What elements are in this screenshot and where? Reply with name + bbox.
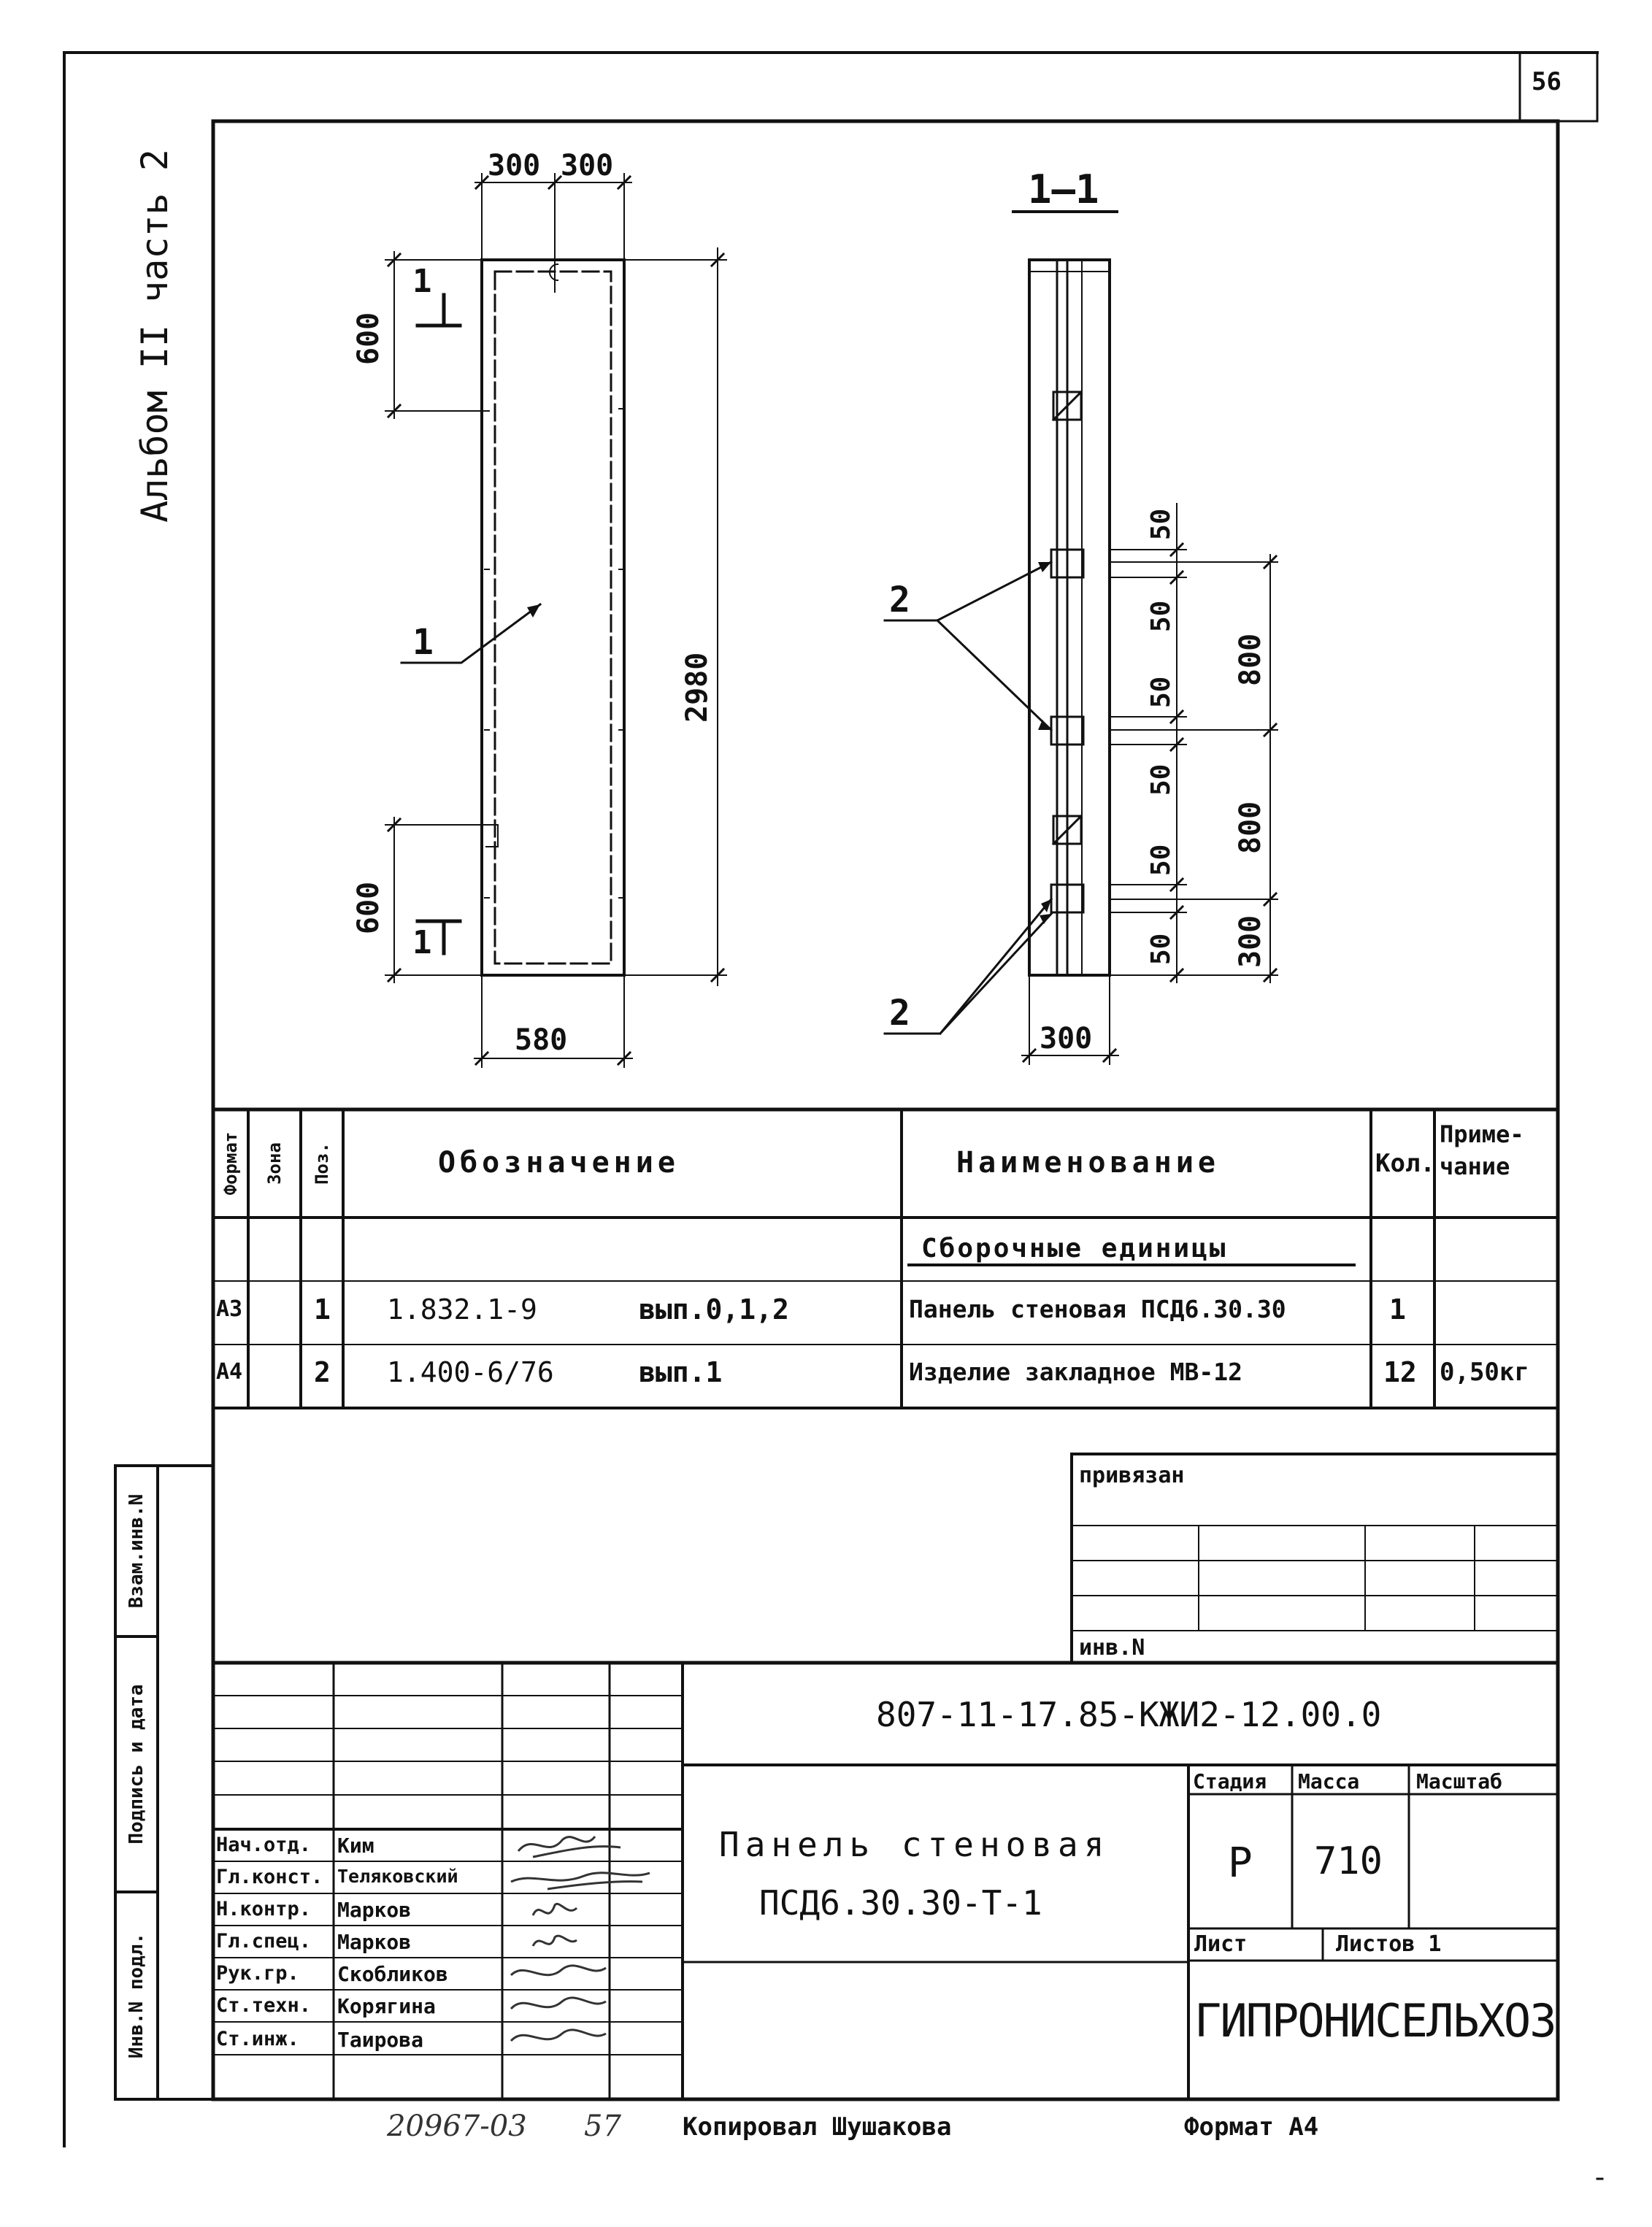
organization: ГИПРОНИСЕЛЬХОЗ — [1194, 1994, 1556, 2047]
header-zone: Зона — [264, 1142, 285, 1185]
footer-format: Формат А4 — [1184, 2112, 1319, 2142]
cut-mark-top: 1 — [412, 263, 432, 300]
cell-issue: вып.0,1,2 — [639, 1293, 789, 1326]
cell-name: Изделие закладное МВ-12 — [909, 1358, 1242, 1386]
stage-label: Стадия — [1193, 1769, 1267, 1793]
sheet-label: Лист — [1194, 1931, 1248, 1957]
signer-role: Гл.конст. — [216, 1866, 323, 1888]
signer-name: Марков — [337, 1930, 412, 1954]
binding-label: привязан — [1079, 1463, 1185, 1488]
cell-format: А4 — [216, 1359, 243, 1385]
signer-role: Нач.отд. — [216, 1834, 312, 1856]
dim-50-c: 50 — [1146, 676, 1176, 708]
scale-label: Масштаб — [1416, 1769, 1503, 1793]
signer-name: Корягина — [337, 1994, 436, 2018]
sheets-label: Листов 1 — [1336, 1931, 1442, 1957]
cell-name: Панель стеновая ПСД6.30.30 — [909, 1295, 1286, 1323]
side-stamp-replaced-inv: Взам.инв.N — [126, 1493, 147, 1609]
stage-value: Р — [1228, 1839, 1253, 1887]
signature-markov-2 — [533, 1936, 577, 1946]
dim-height: 2980 — [680, 652, 714, 723]
signer-name: Скобликов — [337, 1962, 448, 1986]
cell-designation: 1.832.1-9 — [387, 1293, 537, 1326]
leader-insert-upper: 2 — [889, 580, 910, 620]
footer-number: 20967-03 — [387, 2109, 527, 2143]
dim-50-d: 50 — [1146, 764, 1176, 796]
signature-telyakovsky — [511, 1873, 650, 1889]
mass-value: 710 — [1314, 1839, 1383, 1883]
drawing-dimensions — [352, 149, 1267, 1057]
dim-width: 580 — [515, 1023, 568, 1057]
cell-pos: 1 — [314, 1293, 331, 1326]
signature-tairova — [511, 2030, 606, 2041]
album-label: Альбом II часть 2 — [134, 149, 176, 523]
cell-note: 0,50кг — [1440, 1358, 1529, 1387]
dim-800-lower: 800 — [1234, 801, 1267, 854]
mass-label: Масса — [1298, 1769, 1360, 1793]
cut-mark-bottom: 1 — [412, 924, 432, 961]
dim-800-upper: 800 — [1234, 633, 1267, 686]
leader-position-1: 1 — [412, 622, 434, 663]
section-title: 1–1 — [1028, 166, 1099, 212]
signer-role: Рук.гр. — [216, 1962, 299, 1985]
signer-name: Ким — [337, 1834, 374, 1858]
cell-format: А3 — [216, 1296, 243, 1322]
dim-upper-left: 600 — [352, 312, 385, 365]
dim-top-left: 300 — [488, 149, 541, 182]
footer-copied-by: Копировал Шушакова — [683, 2112, 952, 2142]
signer-role: Гл.спец. — [216, 1930, 312, 1953]
signer-role: Ст.техн. — [216, 1994, 312, 2017]
signature-kim — [518, 1836, 621, 1857]
header-pos: Поз. — [312, 1142, 332, 1185]
signer-name: Теляковский — [337, 1866, 458, 1887]
signature-skoblikov — [511, 1966, 606, 1975]
header-note: Приме- чание — [1440, 1120, 1524, 1180]
cell-qty: 12 — [1383, 1356, 1417, 1388]
dim-50-a: 50 — [1146, 508, 1176, 540]
document-code: 807-11-17.85-КЖИ2-12.00.0 — [876, 1695, 1382, 1734]
inventory-label: инв.N — [1079, 1635, 1145, 1661]
cell-pos: 2 — [314, 1356, 331, 1388]
dim-300-bottom: 300 — [1040, 1022, 1093, 1055]
footer-page: 57 — [584, 2109, 621, 2143]
sheet-number: 56 — [1532, 67, 1561, 96]
cell-issue: вып.1 — [639, 1356, 723, 1388]
dim-50-f: 50 — [1146, 933, 1176, 965]
section-assembly-units: Сборочные единицы — [921, 1234, 1228, 1263]
side-stamp-original-inv: Инв.N подл. — [126, 1932, 147, 2059]
cell-designation: 1.400-6/76 — [387, 1356, 554, 1388]
header-name: Наименование — [956, 1146, 1220, 1180]
leader-insert-lower: 2 — [889, 993, 910, 1034]
signer-name: Марков — [337, 1898, 412, 1922]
signer-role: Ст.инж. — [216, 2028, 299, 2050]
signer-name: Таирова — [337, 2028, 424, 2052]
title-line-1: Панель стеновая — [719, 1825, 1110, 1864]
signature-markov-1 — [533, 1904, 577, 1915]
header-qty: Кол. — [1375, 1149, 1435, 1178]
dim-50-e: 50 — [1146, 844, 1176, 876]
side-stamp-signature-date: Подпись и дата — [126, 1684, 147, 1845]
dim-50-b: 50 — [1146, 600, 1176, 632]
signatures-image — [504, 1829, 679, 2099]
signer-role: Н.контр. — [216, 1898, 312, 1920]
title-line-2: ПСД6.30.30-Т-1 — [759, 1883, 1042, 1923]
header-format: Формат — [220, 1131, 241, 1196]
dim-top-right: 300 — [561, 149, 614, 182]
header-designation: Обозначение — [438, 1146, 680, 1180]
cell-qty: 1 — [1389, 1293, 1406, 1326]
signature-koryagina — [511, 1998, 606, 2009]
dim-lower-left: 600 — [352, 881, 385, 934]
dim-300-right: 300 — [1234, 915, 1267, 968]
